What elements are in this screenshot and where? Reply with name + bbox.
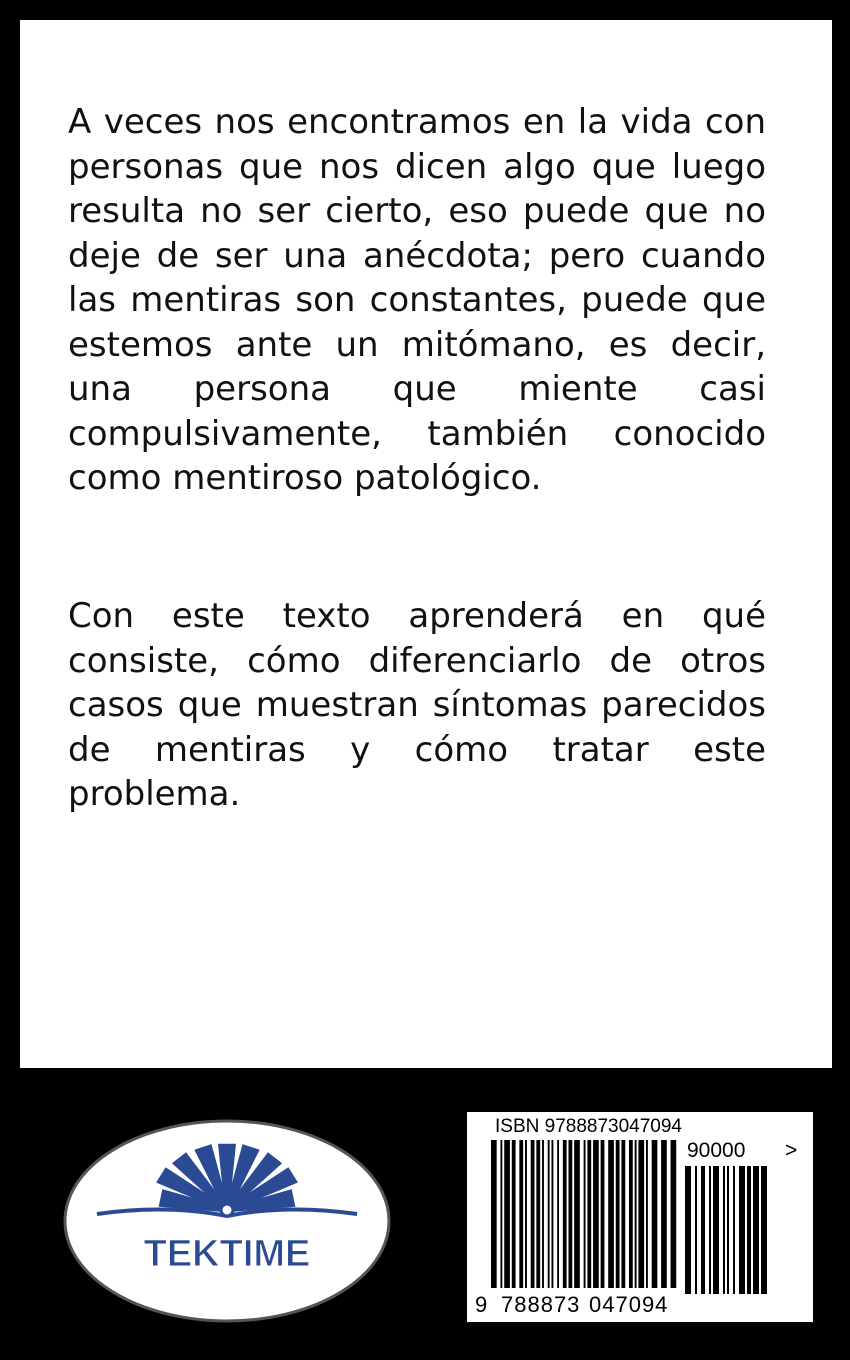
back-cover-text-panel [20,20,832,1068]
barcode-bar [569,1140,573,1294]
blurb-paragraph-1: A veces nos encontramos en la vida con personas que nos dicen algo que luego resulta no ser cierto, eso puede que no deje de ser una anécdota; pero cuando las mentiras son constantes, puede que estemos ante un mitómano, es decir, una persona que miente casi compulsivamente, también conocido como mentiroso patológico. [68,102,766,498]
isbn-barcode-bars [491,1140,677,1308]
barcode-bar [504,1140,510,1294]
barcode-digits [471,1288,681,1318]
barcode-bar [601,1140,605,1294]
barcode-digit-first: 9 [475,1292,488,1317]
addon-arrow: > [785,1139,798,1162]
barcode-digit-group-a: 788873 [501,1292,581,1317]
barcode-bar [709,1166,711,1294]
barcode-bar [584,1140,586,1294]
barcode-bar [733,1166,735,1294]
blurb-paragraph-2: Con este texto aprenderá en qué consiste, cómo diferenciarlo de otros casos que muestran síntomas parecidos de mentiras y cómo tratar este problema. [68,596,766,814]
barcode-bar [761,1166,767,1294]
barcode-bar [536,1140,540,1294]
tektime-logo-graphic [62,1118,392,1324]
barcode-bar [531,1140,535,1294]
barcode-bar [557,1140,559,1294]
barcode-bar [753,1166,759,1294]
barcode-bar [491,1140,497,1308]
barcode-bar [563,1140,567,1294]
barcode-bar [525,1140,527,1294]
barcode-bar [727,1166,729,1294]
barcode-bar [542,1140,544,1294]
barcode-bar [695,1166,697,1294]
barcode-bar [723,1166,725,1294]
barcode-bar [685,1166,691,1294]
barcode-bar [500,1140,502,1308]
publisher-logo [62,1118,392,1324]
barcode-bar [671,1140,677,1294]
addon-code: 90000 [687,1139,746,1162]
barcode-bar [512,1140,516,1294]
barcode-bar [593,1140,599,1294]
barcode-bar [701,1166,705,1294]
barcode-label [467,1112,813,1322]
barcode-bar [638,1140,644,1308]
barcode-bar [739,1166,745,1294]
barcode-bar [551,1140,553,1294]
barcode-bar [616,1140,620,1294]
publisher-name: TEKTIME [143,1233,311,1275]
logo-book-spine [221,1204,233,1216]
isbn-label: ISBN 9788873047094 [495,1116,682,1137]
barcode-bar [646,1140,648,1294]
barcode-bar [519,1140,523,1294]
barcode-bar [574,1140,580,1294]
barcode-bar [608,1140,614,1294]
barcode-bar [652,1140,658,1294]
barcode-bar [548,1140,550,1294]
barcode-bar [621,1140,625,1294]
barcode-bar [747,1166,751,1294]
barcode-bar [635,1140,637,1308]
addon-barcode-bars [685,1166,767,1308]
barcode-bar [629,1140,633,1294]
barcode-bar [587,1140,591,1294]
barcode-bar [713,1166,719,1294]
barcode-bar [661,1140,667,1294]
barcode-digit-group-b: 047094 [589,1292,669,1317]
